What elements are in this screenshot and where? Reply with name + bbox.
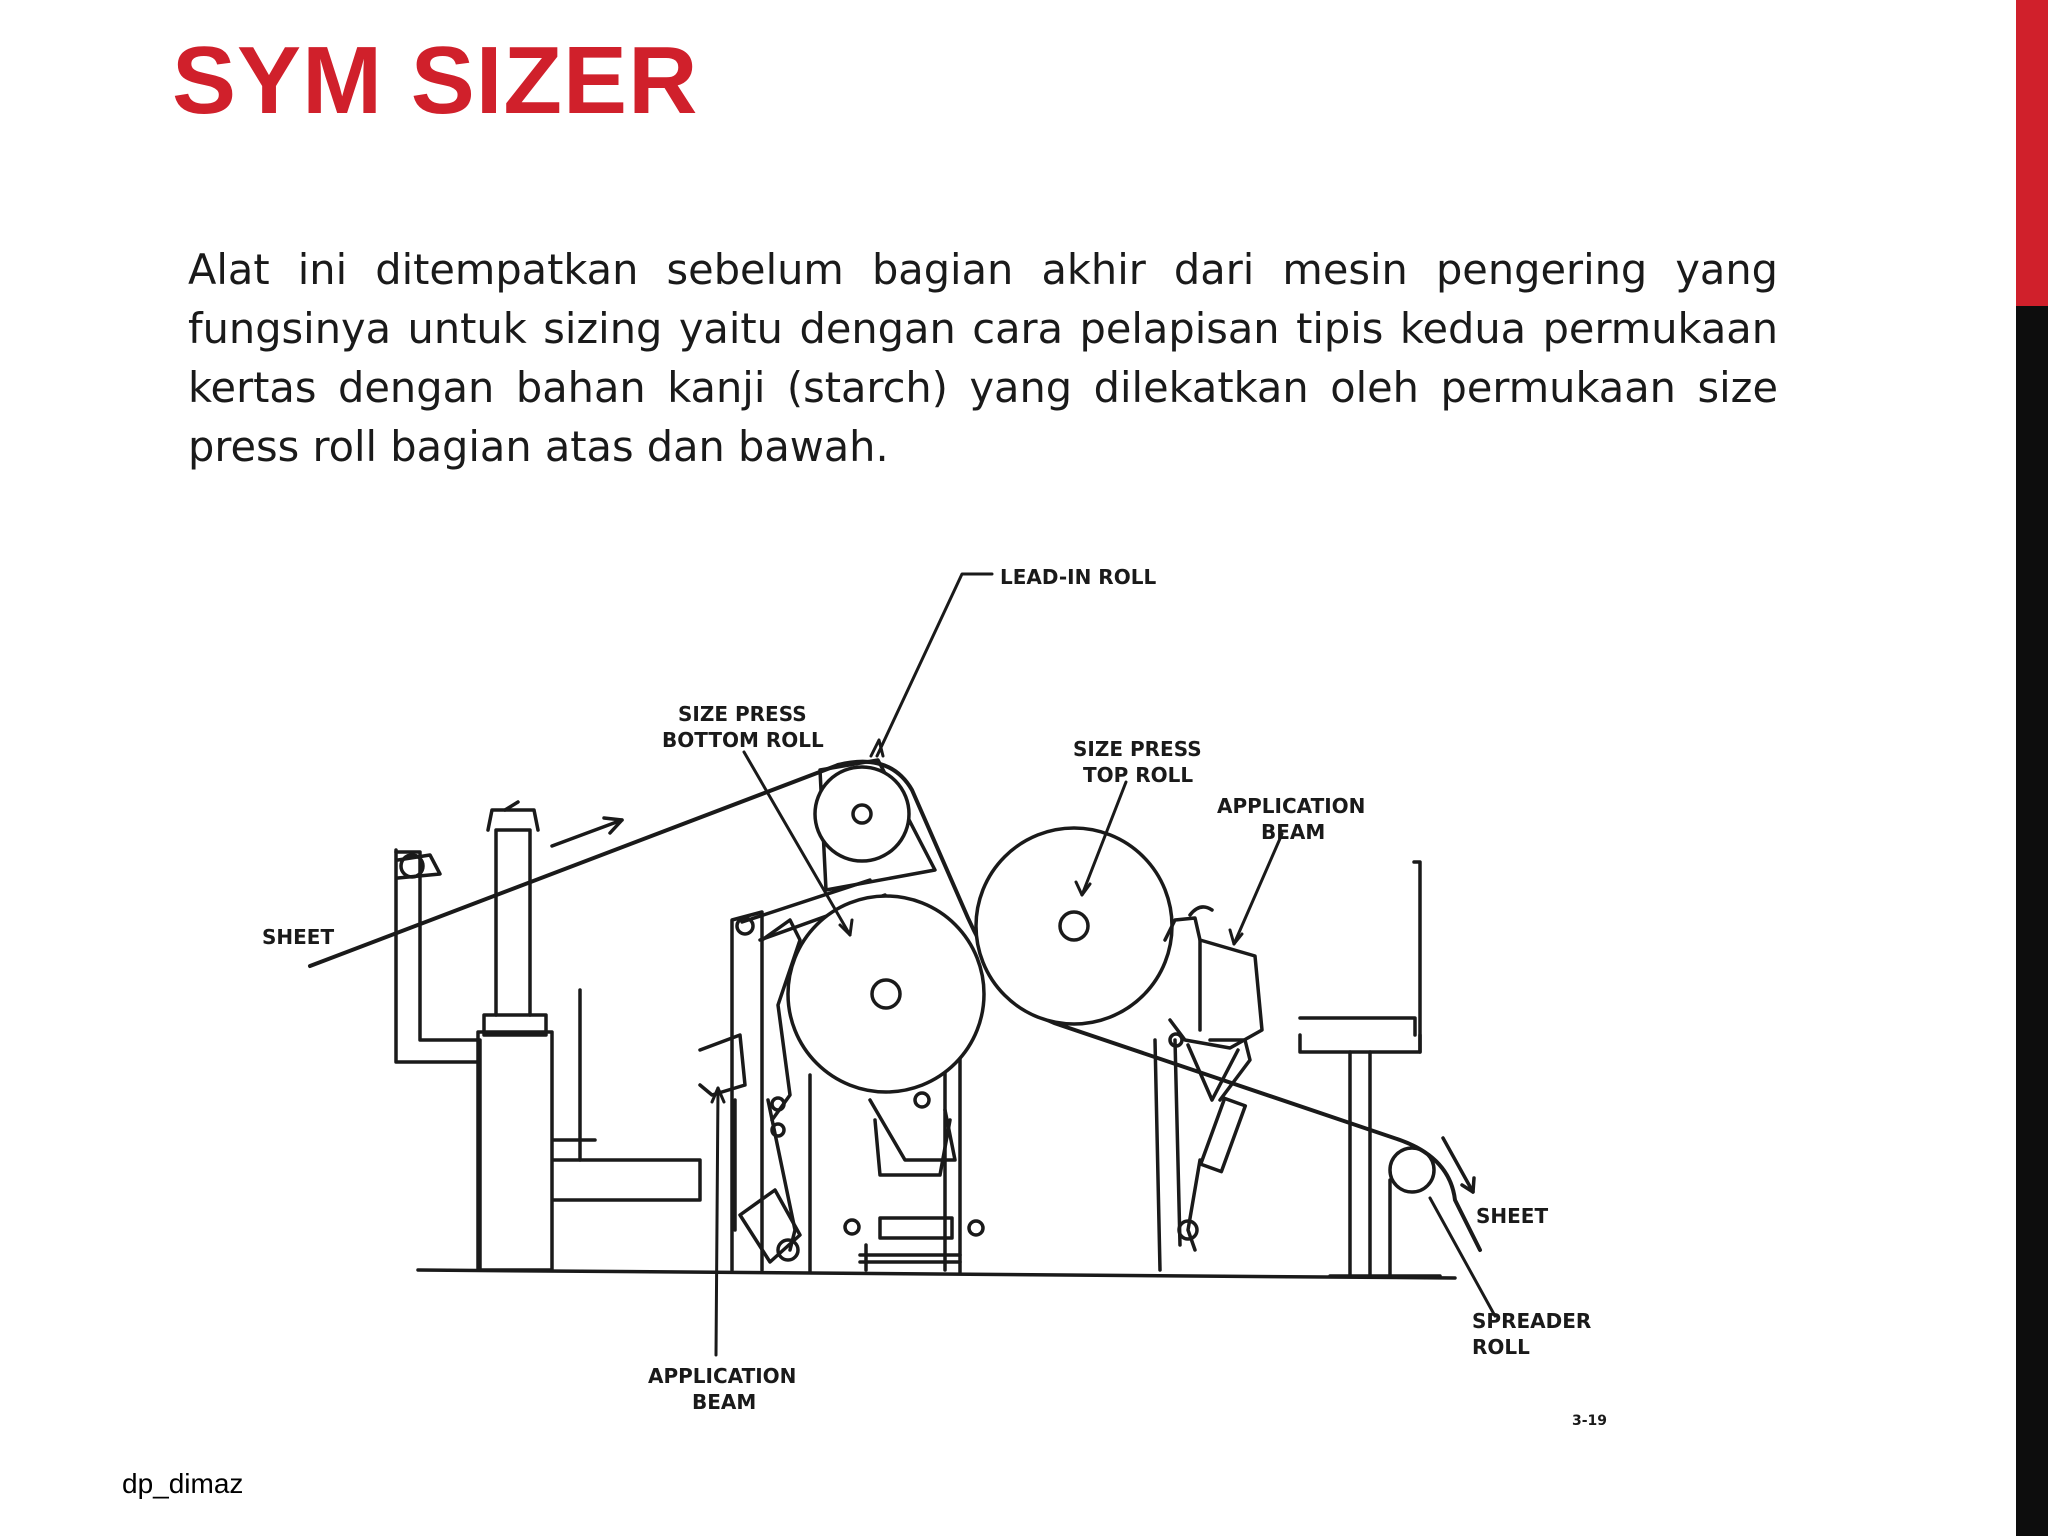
label-application-beam-bottom-2: BEAM xyxy=(692,1390,757,1414)
spreader-roll xyxy=(1390,1148,1434,1192)
stand-pivot-7 xyxy=(915,1093,929,1107)
stand-pivot-6 xyxy=(969,1221,983,1235)
label-spreader-roll-1: SPREADER xyxy=(1472,1309,1592,1333)
label-application-beam-right-1: APPLICATION xyxy=(1217,794,1366,818)
label-size-press-bottom-roll-2: BOTTOM ROLL xyxy=(662,728,824,752)
left-frame xyxy=(396,802,700,1270)
stand-pivot-5 xyxy=(845,1220,859,1234)
floor-line xyxy=(418,1270,1455,1278)
direction-arrow-in xyxy=(552,818,622,846)
label-size-press-top-roll-2: TOP ROLL xyxy=(1083,763,1194,787)
label-size-press-top-roll-1: SIZE PRESS xyxy=(1073,737,1202,761)
size-press-bottom-roll xyxy=(788,896,984,1092)
label-application-beam-bottom-1: APPLICATION xyxy=(648,1364,797,1388)
label-application-beam-right-2: BEAM xyxy=(1261,820,1326,844)
direction-arrow-out xyxy=(1443,1138,1474,1192)
label-figure-number: 3-19 xyxy=(1572,1413,1608,1429)
lead-in-roll xyxy=(815,767,909,861)
right-frame xyxy=(1300,862,1420,1275)
slide-body-text: Alat ini ditempatkan sebelum bagian akhir dari mesin pengering yang fungsinya untuk sizing yaitu dengan cara pelapisan tipis kedua permukaan kertas dengan bahan kanji (starch) yang dilekatkan oleh permukaan size press roll bagian atas dan bawah. xyxy=(188,245,1778,471)
label-lead-in-roll: LEAD-IN ROLL xyxy=(1000,565,1157,589)
label-sheet-in: SHEET xyxy=(262,925,335,949)
footer-author: dp_dimaz xyxy=(122,1468,244,1499)
label-spreader-roll-2: ROLL xyxy=(1472,1335,1530,1359)
slide-title: SYM SIZER xyxy=(172,27,699,134)
size-press-top-roll xyxy=(976,828,1172,1024)
label-size-press-bottom-roll-1: SIZE PRESS xyxy=(678,702,807,726)
label-sheet-out: SHEET xyxy=(1476,1204,1549,1228)
